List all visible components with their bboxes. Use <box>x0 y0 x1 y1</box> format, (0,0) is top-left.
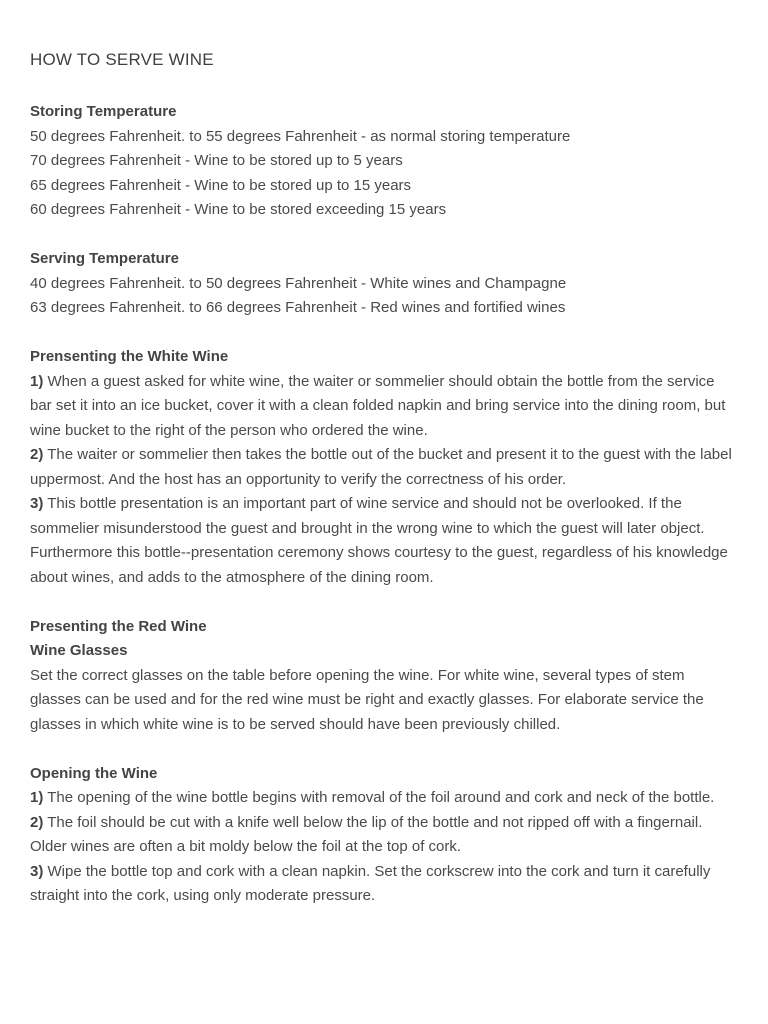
step-text: This bottle presentation is an important part of wine service and should not be overlooked. If the sommelier misunderstood the guest and brought in the wrong wine to which the guest will later object. Furthermore this bottle--presentation ceremony shows courtesy to the guest, regardless of his knowledge about wines, and adds to the atmosphere of the dining room. <box>30 495 728 586</box>
document-title: HOW TO SERVE WINE <box>30 50 214 69</box>
opening-step <box>30 811 738 860</box>
white-wine-step <box>30 492 738 590</box>
step-text: The waiter or sommelier then takes the bottle out of the bucket and present it to the guest with the label uppermost. And the host has an opportunity to verify the correctness of his order. <box>30 446 732 488</box>
opening-step <box>30 860 738 909</box>
opening-wine-section <box>30 762 738 909</box>
section-heading: Presenting the Red Wine <box>30 617 207 635</box>
section-subheading: Wine Glasses <box>30 642 128 659</box>
step-text: When a guest asked for white wine, the waiter or sommelier should obtain the bottle from the service bar set it into an ice bucket, cover it with a clean folded napkin and bring service into the dining room, but wine bucket to the right of the person who ordered the wine. <box>30 372 726 439</box>
step-text: Wipe the bottle top and cork with a clean napkin. Set the corkscrew into the cork and turn it carefully straight into the cork, using only moderate pressure. <box>30 862 711 904</box>
white-wine-section <box>30 345 738 590</box>
storing-line: 70 degrees Fahrenheit - Wine to be stored up to 5 years <box>30 152 403 169</box>
red-wine-section <box>30 615 738 738</box>
storing-line: 65 degrees Fahrenheit - Wine to be stored up to 15 years <box>30 176 412 194</box>
step-number: 2) <box>30 446 44 463</box>
step-number: 1) <box>30 789 44 806</box>
step-number: 2) <box>30 813 44 831</box>
serving-temperature-section <box>30 247 738 321</box>
serving-line: 40 degrees Fahrenheit. to 50 degrees Fahrenheit - White wines and Champagne <box>30 274 567 292</box>
storing-line: 50 degrees Fahrenheit. to 55 degrees Fahrenheit - as normal storing temperature <box>30 127 571 145</box>
storing-line: 60 degrees Fahrenheit - Wine to be stored exceeding 15 years <box>30 201 447 218</box>
serving-line: 63 degrees Fahrenheit. to 66 degrees Fahrenheit - Red wines and fortified wines <box>30 299 566 316</box>
opening-step <box>30 786 738 811</box>
step-number: 1) <box>30 372 44 390</box>
storing-temperature-section <box>30 100 738 223</box>
section-heading: Prensenting the White Wine <box>30 348 229 365</box>
white-wine-step <box>30 443 738 492</box>
step-text: The opening of the wine bottle begins with removal of the foil around and cork and neck of the bottle. <box>47 789 715 806</box>
section-heading: Opening the Wine <box>30 764 158 782</box>
wine-glasses-text: Set the correct glasses on the table before opening the wine. For white wine, several types of stem glasses can be used and for the red wine must be right and exactly glasses. For elaborate service the glasses in which white wine is to be served should have been previously chilled. <box>30 666 704 733</box>
section-heading: Serving Temperature <box>30 250 179 267</box>
step-number: 3) <box>30 495 44 512</box>
step-number: 3) <box>30 862 44 880</box>
white-wine-step <box>30 370 738 444</box>
section-heading: Storing Temperature <box>30 103 177 120</box>
step-text: The foil should be cut with a knife well below the lip of the bottle and not ripped off with a fingernail. Older wines are often a bit moldy below the foil at the top of cork. <box>30 813 703 855</box>
